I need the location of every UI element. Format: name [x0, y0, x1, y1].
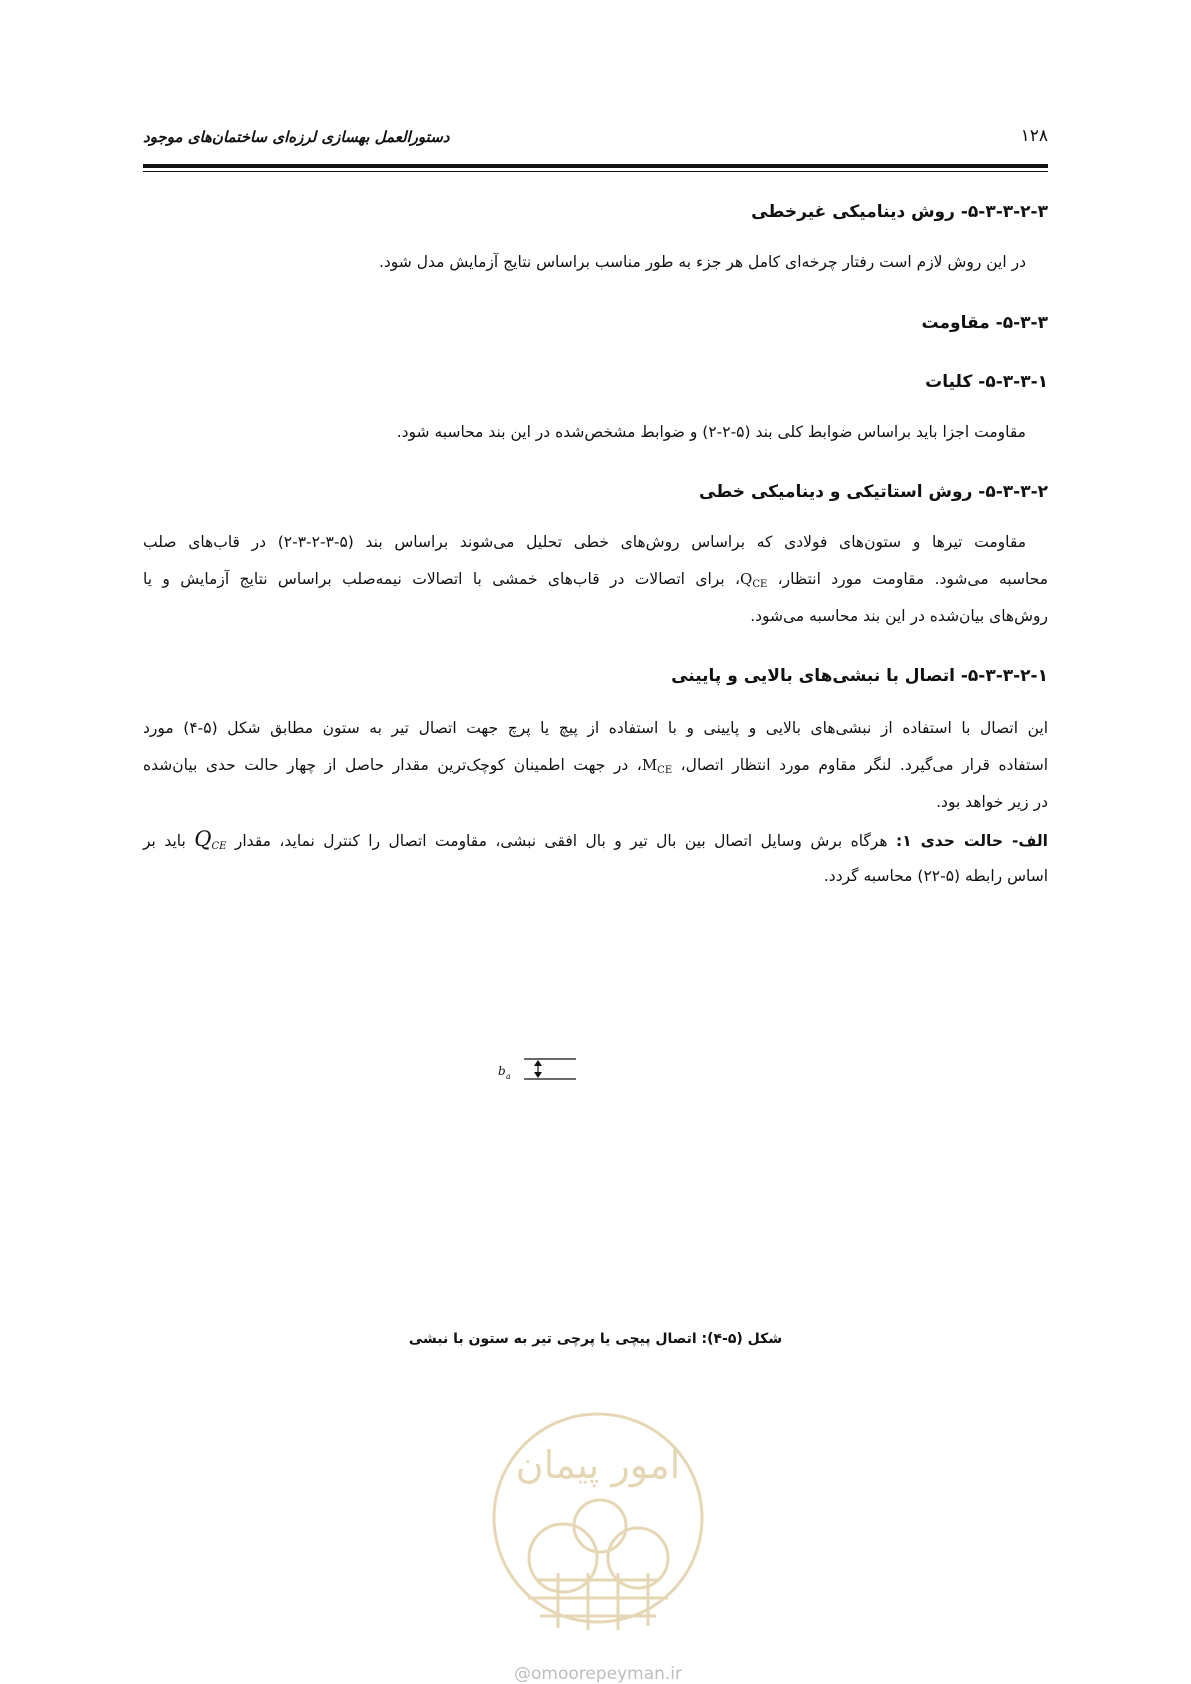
paragraph-angle-line-2 [143, 747, 1048, 789]
paragraph-linear-line-1: مقاومت تیرها و ستون‌های فولادی که براساس روش‌های خطی تحلیل می‌شوند براساس بند (۵-۳-۲-۳-۲) در قاب‌های صلب [143, 533, 1026, 551]
paragraph-nonlinear-dynamic: در این روش لازم است رفتار چرخه‌ای کامل هر جزء به طور مناسب براساس نتایج آزمایش مدل شود. [378, 253, 1026, 271]
heading-angle-connection: ۵-۳-۳-۲-۱- اتصال با نبشی‌های بالایی و پایینی [671, 666, 1048, 686]
arrow-down-icon [534, 1072, 542, 1078]
paragraph-angle-line-3: در زیر خواهد بود. [936, 793, 1048, 811]
q-ce-symbol [740, 570, 767, 588]
arrow-up-icon [534, 1060, 542, 1066]
paragraph-angle-line-1: این اتصال با استفاده از نبشی‌های بالایی و پایینی و با استفاده از پیچ یا پرچ جهت اتصال تیر به ستون مطابق شکل (۵-۴) مورد [143, 719, 1048, 737]
watermark-logo [478, 1408, 718, 1668]
limit-state-1-line-2: اساس رابطه (۵-۲۲) محاسبه گردد. [823, 867, 1048, 885]
paragraph-linear-line-3: روش‌های بیان‌شده در این بند محاسبه می‌شود. [750, 607, 1048, 625]
header-rule-thin [143, 171, 1048, 172]
symbol-subscript: CE [752, 579, 768, 590]
heading-strength: ۵-۳-۳- مقاومت [921, 313, 1048, 333]
heading-nonlinear-dynamic: ۵-۳-۳-۲-۳- روش دینامیکی غیرخطی [751, 202, 1048, 222]
text-span: ، برای اتصالات در قاب‌های خمشی با اتصالات نیمه‌صلب براساس نتایج آزمایش و یا [143, 570, 741, 588]
symbol-letter: M [641, 756, 658, 774]
symbol-letter: Q [740, 570, 753, 588]
gear-icon [574, 1500, 626, 1552]
symbol-letter: Q [194, 827, 212, 851]
text-span: استفاده قرار می‌گیرد. لنگر مقاوم مورد انتظار اتصال، [672, 756, 1048, 774]
figure-caption: شکل (۵-۴): اتصال پیچی یا پرچی تیر به ستون با نبشی [408, 1331, 783, 1347]
at-icon: @ [513, 1664, 531, 1684]
q-ce-italic-symbol [194, 827, 226, 851]
paragraph-linear-line-2 [143, 561, 1048, 603]
watermark-site: omoorepeyman.ir [530, 1664, 683, 1684]
text-span: باید بر [143, 832, 195, 850]
book-title: دستورالعمل بهسازی لرزه‌ای ساختمان‌های موجود [143, 128, 450, 146]
page-number: ۱۲۸ [1020, 126, 1048, 146]
text-span: محاسبه می‌شود. مقاومت مورد انتظار، [767, 570, 1049, 588]
running-header [143, 126, 1048, 156]
heading-general: ۵-۳-۳-۱- کلیات [925, 372, 1048, 392]
watermark-url [478, 1664, 718, 1684]
watermark-logo-text: امور پیمان [515, 1443, 681, 1487]
symbol-subscript: CE [657, 765, 673, 776]
paragraph-general: مقاومت اجزا باید براساس ضوابط کلی بند (۵-۲-۲) و ضوابط مشخص‌شده در این بند محاسبه شود. [396, 423, 1026, 441]
heading-linear-methods: ۵-۳-۳-۲- روش استاتیکی و دینامیکی خطی [699, 482, 1048, 502]
m-ce-symbol [642, 756, 672, 774]
symbol-subscript: CE [211, 841, 227, 852]
text-span: ، در جهت اطمینان کوچک‌ترین مقدار حاصل از چهار حالت حدی بیان‌شده [143, 756, 642, 774]
header-rule-thick [143, 164, 1048, 168]
figure-dimension-detail [488, 1045, 598, 1089]
dimension-label-subscript: a [506, 1072, 511, 1081]
limit-state-label: الف- حالت حدی ۱: [895, 832, 1048, 850]
dimension-label: b [498, 1064, 506, 1078]
text-span: هرگاه برش وسایل اتصال بین بال تیر و بال افقی نبشی، مقاومت اتصال را کنترل نماید، مقدار [226, 832, 896, 850]
